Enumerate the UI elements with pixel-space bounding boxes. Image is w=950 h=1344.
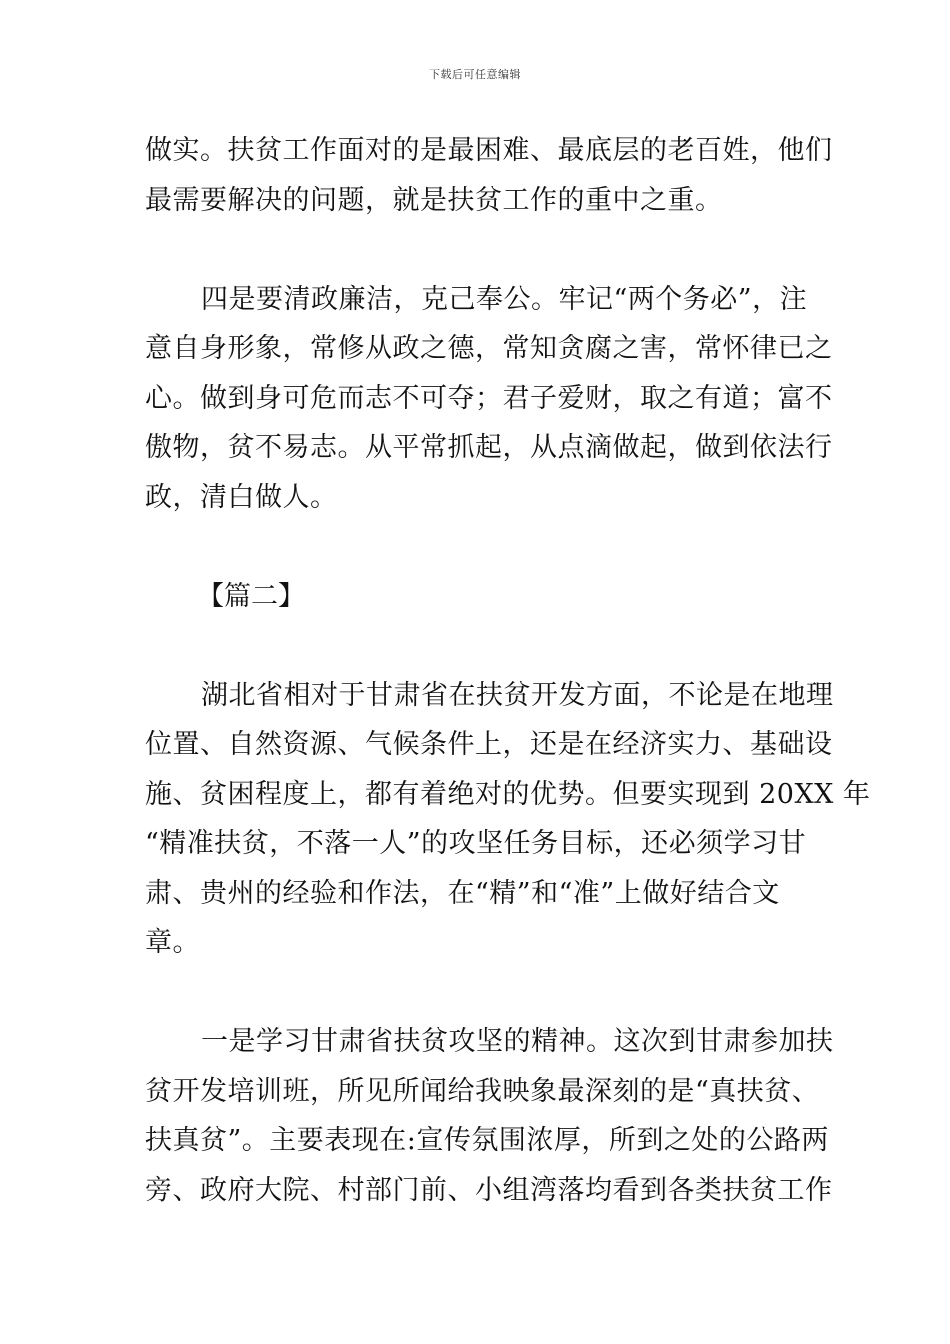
section-heading-text: 【篇二】 [197,580,305,612]
text-line: 最需要解决的问题，就是扶贫工作的重中之重。 [145,184,723,216]
text-line: “精准扶贫，不落一人”的攻坚任务目标，还必须学习甘 [145,828,807,859]
paragraph-spacer [145,621,810,671]
text-line: 施、贫困程度上，都有着绝对的优势。但要实现到 20XX 年 [145,778,871,810]
text-line: 湖北省相对于甘肃省在扶贫开发方面，不论是在地理 [201,679,834,711]
paragraph-2 [145,275,833,523]
text-line: 位置、自然资源、气候条件上，还是在经济实力、基础设 [145,729,833,760]
text-line: 四是要清政廉洁，克己奉公。牢记“两个务必”，注 [201,283,808,315]
text-line: 傲物，贫不易志。从平常抓起，从点滴做起，做到依法行 [145,432,833,463]
document-body [145,126,871,1215]
paragraph-spacer [145,225,810,275]
paragraph-1 [145,126,833,225]
text-line: 章。 [145,927,200,958]
text-line: 政，清白做人。 [145,481,338,513]
section-heading [145,572,810,622]
text-line: 一是学习甘肃省扶贫攻坚的精神。这次到甘肃参加扶 [201,1026,834,1057]
text-line: 做实。扶贫工作面对的是最困难、最底层的老百姓，他们 [145,135,833,166]
text-line: 贫开发培训班，所见所闻给我映象最深刻的是“真扶贫、 [145,1075,820,1107]
page-header: 下载后可任意编辑 [429,68,521,81]
text-line: 扶真贫”。主要表现在:宣传氛围浓厚，所到之处的公路两 [145,1125,829,1156]
paragraph-3 [145,671,871,968]
paragraph-spacer [145,522,810,572]
text-line: 肃、贵州的经验和作法，在“精”和“准”上做好结合文 [145,877,780,909]
text-line: 旁、政府大院、村部门前、小组湾落均看到各类扶贫工作 [145,1174,833,1206]
paragraph-4 [145,1017,834,1215]
text-line: 心。做到身可危而志不可夺；君子爱财，取之有道；富不 [145,382,833,414]
paragraph-spacer [145,968,810,1018]
text-line: 意自身形象，常修从政之德，常知贪腐之害，常怀律已之 [145,333,833,364]
